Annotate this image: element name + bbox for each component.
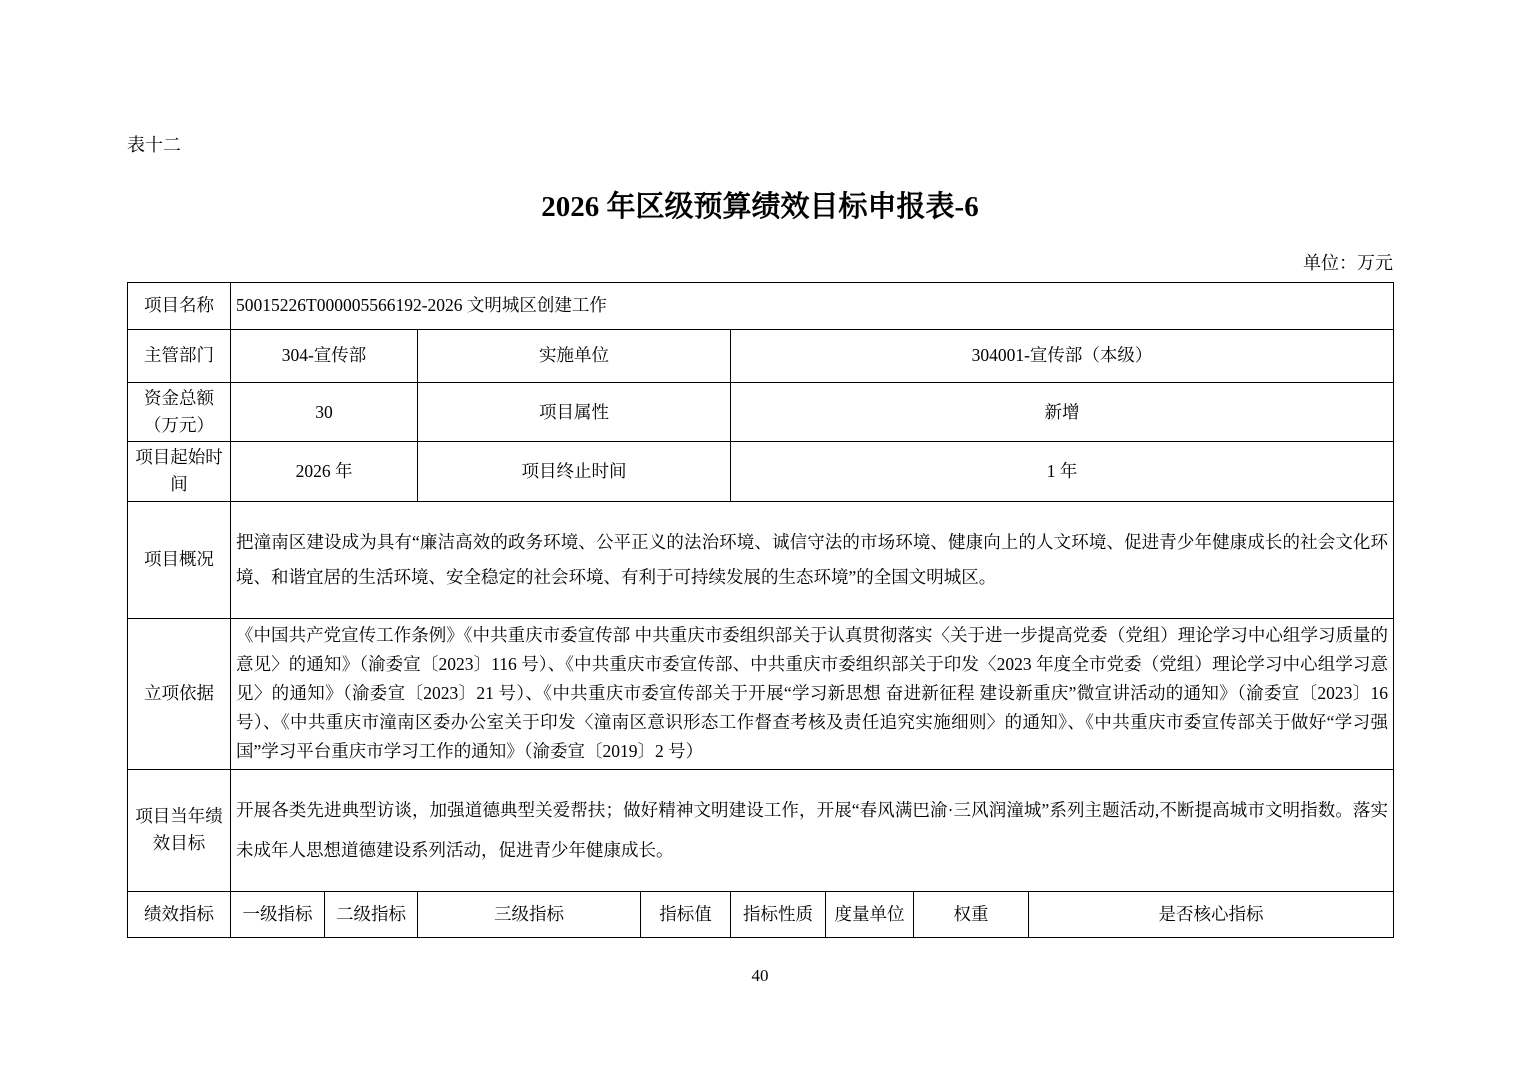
table-number-label: 表十二 [127, 135, 181, 155]
row-project-name [128, 283, 1394, 330]
start-time-value: 2026 年 [231, 442, 418, 501]
indicator-header-cell: 一级指标 [231, 891, 325, 937]
impl-unit-label: 实施单位 [418, 330, 731, 383]
indicator-header-cell: 度量单位 [826, 891, 914, 937]
row-department [128, 330, 1394, 383]
page-number: 40 [751, 966, 769, 985]
indicator-header-cell: 是否核心指标 [1029, 891, 1394, 937]
row-funds [128, 383, 1394, 442]
row-overview [128, 501, 1394, 618]
indicator-header-cell: 三级指标 [418, 891, 641, 937]
indicator-header-cell: 绩效指标 [128, 891, 231, 937]
page-title: 2026 年区级预算绩效目标申报表-6 [541, 191, 979, 223]
dept-value: 304-宣传部 [231, 330, 418, 383]
annual-goal-value: 开展各类先进典型访谈，加强道德典型关爱帮扶；做好精神文明建设工作，开展“春风满巴渝·三风润潼城”系列主题活动,不断提高城市文明指数。落实未成年人思想道德建设系列活动，促进青少年健康成长。 [231, 769, 1394, 891]
unit-note: 单位：万元 [1303, 253, 1393, 273]
dept-label: 主管部门 [128, 330, 231, 383]
indicator-header-cell: 权重 [914, 891, 1029, 937]
row-indicator-header [128, 891, 1394, 937]
basis-value: 《中国共产党宣传工作条例》《中共重庆市委宣传部 中共重庆市委组织部关于认真贯彻落实〈关于进一步提高党委（党组）理论学习中心组学习质量的意见〉的通知》（渝委宣〔2023〕116 号）、《中共重庆市委宣传部、中共重庆市委组织部关于印发〈2023 年度全市党委（党组）理论学习中心组学习意见〉的通知》（渝委宣〔2023〕21 号）、《中共重庆市委宣传部关于开展“学习新思想 奋进新征程 建设新重庆”微宣讲活动的通知》（渝委宣〔2023〕16 号）、《中共重庆市潼南区委办公室关于印发〈潼南区意识形态工作督查考核及责任追究实施细则〉的通知》、《中共重庆市委宣传部关于做好“学习强国”学习平台重庆市学习工作的通知》（渝委宣〔2019〕2 号） [231, 618, 1394, 769]
basis-label: 立项依据 [128, 618, 231, 769]
overview-value: 把潼南区建设成为具有“廉洁高效的政务环境、公平正义的法治环境、诚信守法的市场环境、健康向上的人文环境、促进青少年健康成长的社会文化环境、和谐宜居的生活环境、安全稳定的社会环境、有利于可持续发展的生态环境”的全国文明城区。 [231, 501, 1394, 618]
project-attr-label: 项目属性 [418, 383, 731, 442]
indicator-header-cell: 二级指标 [325, 891, 418, 937]
funds-value: 30 [231, 383, 418, 442]
annual-goal-label: 项目当年绩效目标 [128, 769, 231, 891]
row-annual-goal [128, 769, 1394, 891]
project-name-label: 项目名称 [128, 283, 231, 330]
project-attr-value: 新增 [731, 383, 1394, 442]
project-name-value: 50015226T000005566192-2026 文明城区创建工作 [231, 283, 1394, 330]
end-time-value: 1 年 [731, 442, 1394, 501]
row-basis [128, 618, 1394, 769]
indicator-header-cell: 指标值 [641, 891, 731, 937]
end-time-label: 项目终止时间 [418, 442, 731, 501]
indicator-header-cell: 指标性质 [731, 891, 826, 937]
overview-label: 项目概况 [128, 501, 231, 618]
start-time-label: 项目起始时间 [128, 442, 231, 501]
impl-unit-value: 304001-宣传部（本级） [731, 330, 1394, 383]
row-time [128, 442, 1394, 501]
funds-label: 资金总额（万元） [128, 383, 231, 442]
budget-performance-table [127, 282, 1394, 938]
